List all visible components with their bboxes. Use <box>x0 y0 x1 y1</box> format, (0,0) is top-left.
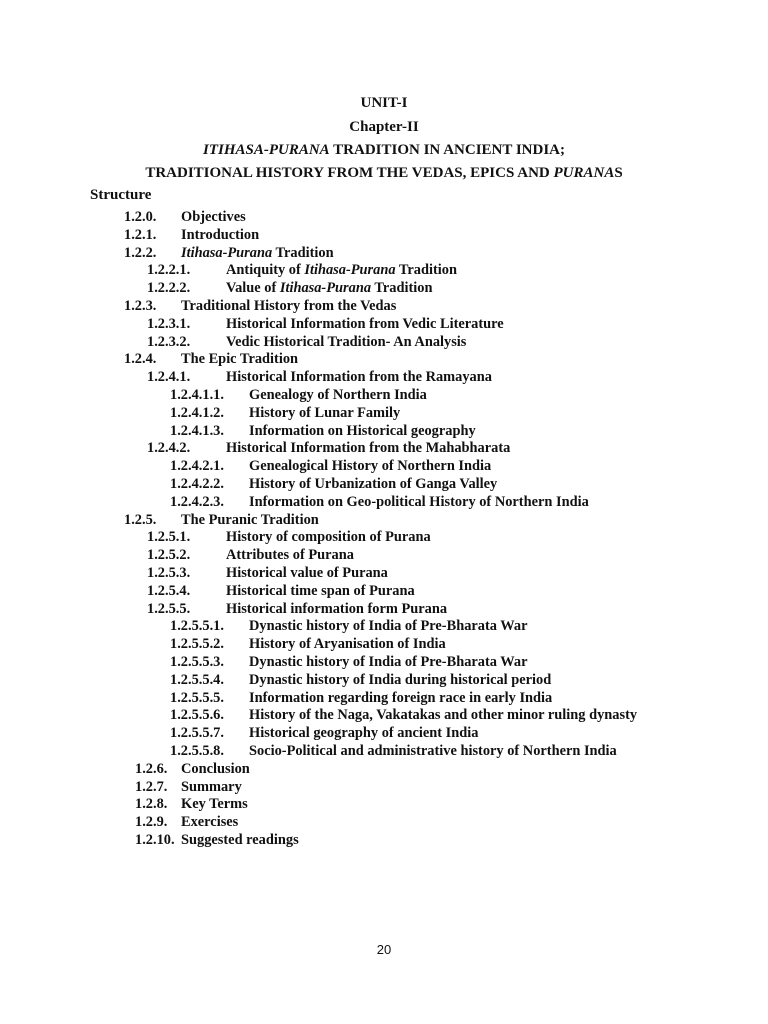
title-segment: TRADITION IN ANCIENT INDIA; <box>329 142 566 158</box>
toc-title-segment: Tradition <box>272 244 334 261</box>
toc-entry-title: Summary <box>181 778 242 795</box>
toc-entry-number: 1.2.7. <box>135 778 168 795</box>
toc-entry <box>0 298 768 316</box>
toc-entry <box>0 690 768 708</box>
toc-entry-number: 1.2.3.1. <box>147 315 191 332</box>
toc-entry <box>0 440 768 458</box>
toc-entry-title: History of composition of Purana <box>226 529 431 546</box>
toc-entry-title: Conclusion <box>181 760 250 777</box>
toc-entry <box>0 601 768 619</box>
unit-heading: UNIT-I <box>360 95 408 111</box>
toc-entry <box>0 262 768 280</box>
toc-entry-title: History of Aryanisation of India <box>249 636 446 653</box>
toc-entry-number: 1.2.2.2. <box>147 280 191 297</box>
table-of-contents <box>0 209 768 850</box>
page-number: 20 <box>376 942 392 957</box>
toc-entry-title: History of the Naga, Vakatakas and other minor ruling dynasty <box>249 707 638 724</box>
toc-entry-number: 1.2.8. <box>135 796 168 813</box>
toc-entry-title <box>226 280 432 298</box>
toc-entry-number: 1.2.4. <box>124 351 157 368</box>
toc-entry-title: Information on Geo-political History of Northern India <box>249 493 589 510</box>
toc-entry-title: The Puranic Tradition <box>181 511 319 528</box>
toc-entry-title: Historical information form Purana <box>226 600 448 617</box>
toc-entry-title: Historical Information from Vedic Literature <box>226 315 504 332</box>
toc-entry-title: Dynastic history of India during historical period <box>249 671 552 688</box>
toc-entry-title: The Epic Tradition <box>181 351 299 368</box>
toc-entry <box>0 423 768 441</box>
toc-entry-title: Genealogical History of Northern India <box>249 458 492 475</box>
toc-entry <box>0 636 768 654</box>
toc-entry-number: 1.2.5.5.4. <box>170 671 224 688</box>
toc-entry-title: Dynastic history of India of Pre-Bharata War <box>249 653 528 670</box>
toc-entry-number: 1.2.5.5.7. <box>170 725 224 742</box>
toc-entry-number: 1.2.5.5. <box>147 600 191 617</box>
toc-entry <box>0 796 768 814</box>
toc-entry-number: 1.2.4.1.1. <box>170 386 224 403</box>
toc-entry-number: 1.2.5.5.3. <box>170 653 224 670</box>
toc-entry-number: 1.2.5.2. <box>147 547 191 564</box>
toc-entry <box>0 529 768 547</box>
toc-entry <box>0 351 768 369</box>
toc-entry-number: 1.2.5.5.6. <box>170 707 224 724</box>
toc-entry-title: Exercises <box>181 814 239 831</box>
title-italic-segment: ITIHASA-PURANA <box>202 142 330 158</box>
toc-entry <box>0 494 768 512</box>
toc-entry-number: 1.2.5.5.5. <box>170 689 224 706</box>
toc-entry-number: 1.2.2. <box>124 244 157 261</box>
toc-entry-title: Genealogy of Northern India <box>249 386 427 403</box>
toc-entry <box>0 316 768 334</box>
toc-entry-title: Attributes of Purana <box>226 547 354 564</box>
toc-entry <box>0 547 768 565</box>
toc-entry <box>0 832 768 850</box>
toc-entry-number: 1.2.4.2. <box>147 440 191 457</box>
toc-entry <box>0 512 768 530</box>
toc-entry-number: 1.2.4.2.2. <box>170 475 224 492</box>
toc-entry <box>0 387 768 405</box>
toc-entry-title: Historical value of Purana <box>226 564 388 581</box>
toc-entry <box>0 334 768 352</box>
toc-entry-title: Information on Historical geography <box>249 422 476 439</box>
toc-entry <box>0 725 768 743</box>
toc-entry <box>0 743 768 761</box>
toc-entry-title: Key Terms <box>181 796 248 813</box>
toc-entry-title: Information regarding foreign race in early India <box>249 689 553 706</box>
toc-entry-number: 1.2.5.4. <box>147 582 191 599</box>
toc-entry-title: History of Lunar Family <box>249 404 401 421</box>
toc-entry-title: Vedic Historical Tradition- An Analysis <box>226 333 467 350</box>
toc-entry-number: 1.2.6. <box>135 760 168 777</box>
toc-entry <box>0 245 768 263</box>
toc-entry-title: Traditional History from the Vedas <box>181 297 397 314</box>
toc-entry-title <box>181 245 334 263</box>
toc-entry <box>0 618 768 636</box>
toc-entry-number: 1.2.5.1. <box>147 529 191 546</box>
toc-entry-title: Suggested readings <box>181 831 299 848</box>
toc-entry <box>0 280 768 298</box>
toc-title-segment: Antiquity of <box>226 262 305 279</box>
toc-entry-title: Objectives <box>181 209 246 225</box>
chapter-title-line-2 <box>0 164 768 182</box>
toc-entry-title: Historical Information from the Ramayana <box>226 369 492 386</box>
toc-entry-title: Socio-Political and administrative history of Northern India <box>249 742 617 759</box>
toc-entry-title: Dynastic history of India of Pre-Bharata War <box>249 618 528 635</box>
toc-entry-title <box>226 262 457 280</box>
toc-entry-number: 1.2.4.1.3. <box>170 422 224 439</box>
toc-entry <box>0 405 768 423</box>
toc-title-italic-segment: Itihasa-Purana <box>181 244 273 261</box>
toc-entry <box>0 227 768 245</box>
toc-entry-number: 1.2.4.2.1. <box>170 458 224 475</box>
toc-entry-number: 1.2.9. <box>135 814 168 831</box>
toc-entry-number: 1.2.0. <box>124 209 157 225</box>
toc-entry-number: 1.2.2.1. <box>147 262 191 279</box>
chapter-title-line-1 <box>0 141 768 159</box>
chapter-heading: Chapter-II <box>349 119 419 135</box>
toc-entry-number: 1.2.4.1.2. <box>170 404 224 421</box>
toc-entry <box>0 369 768 387</box>
title-segment: S <box>614 165 623 181</box>
toc-title-segment: Tradition <box>371 280 433 297</box>
toc-entry-number: 1.2.1. <box>124 226 157 243</box>
title-segment: TRADITIONAL HISTORY FROM THE VEDAS, EPICS AND <box>145 165 554 181</box>
toc-entry <box>0 583 768 601</box>
toc-entry <box>0 654 768 672</box>
toc-entry-number: 1.2.5.5.8. <box>170 742 224 759</box>
toc-entry-number: 1.2.10. <box>135 831 175 848</box>
toc-entry-number: 1.2.3. <box>124 297 157 314</box>
toc-entry <box>0 672 768 690</box>
toc-entry-title: History of Urbanization of Ganga Valley <box>249 475 498 492</box>
toc-entry <box>0 458 768 476</box>
toc-entry-number: 1.2.4.1. <box>147 369 191 386</box>
toc-entry <box>0 209 768 227</box>
structure-label: Structure <box>90 187 152 203</box>
toc-entry <box>0 707 768 725</box>
toc-title-italic-segment: Itihasa-Purana <box>279 280 372 297</box>
toc-entry-number: 1.2.3.2. <box>147 333 191 350</box>
toc-entry <box>0 476 768 494</box>
toc-title-segment: Value of <box>226 280 280 297</box>
toc-entry-title: Historical time span of Purana <box>226 582 415 599</box>
toc-entry-title: Historical geography of ancient India <box>249 725 479 742</box>
title-italic-segment: PURANA <box>553 165 615 181</box>
toc-title-italic-segment: Itihasa-Purana <box>304 262 396 279</box>
toc-entry-title: Historical Information from the Mahabharata <box>226 440 511 457</box>
toc-entry-number: 1.2.5. <box>124 511 157 528</box>
toc-entry-number: 1.2.5.3. <box>147 564 191 581</box>
toc-entry-number: 1.2.4.2.3. <box>170 493 224 510</box>
toc-entry <box>0 565 768 583</box>
toc-entry-number: 1.2.5.5.1. <box>170 618 224 635</box>
toc-entry-title: Introduction <box>181 226 260 243</box>
toc-entry-number: 1.2.5.5.2. <box>170 636 224 653</box>
toc-entry <box>0 814 768 832</box>
toc-entry <box>0 779 768 797</box>
toc-entry <box>0 761 768 779</box>
toc-title-segment: Tradition <box>395 262 457 279</box>
